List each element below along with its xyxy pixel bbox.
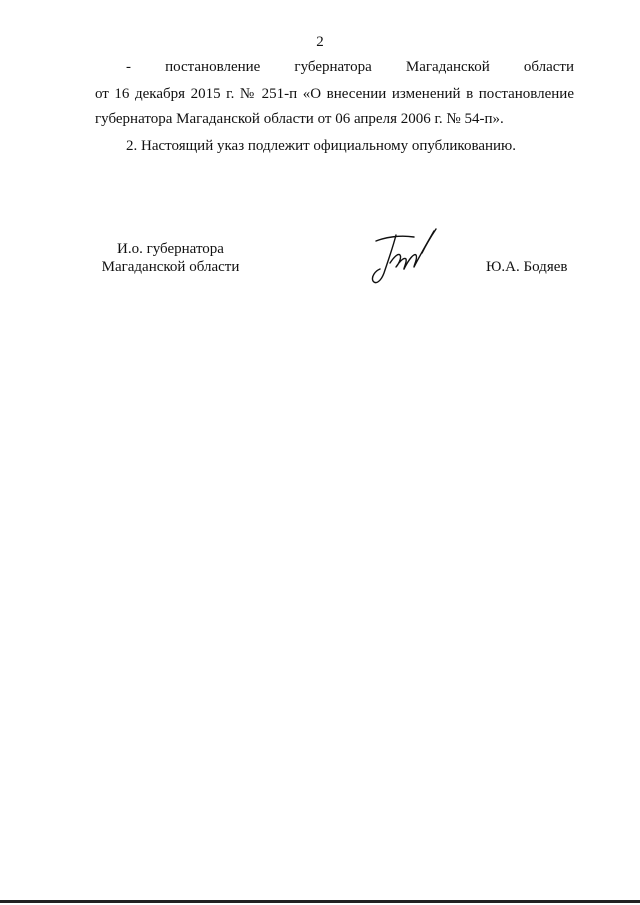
signer-title-line-2: Магаданской области [101,259,240,275]
bottom-rule [0,900,640,903]
body-line-1: - постановление губернатора Магаданской области [126,59,574,75]
body-line-2: от 16 декабря 2015 г. № 251-п «О внесении изменений в постановление [95,86,574,102]
signer-title-line-1: И.о. губернатора [117,241,224,257]
body-line-3: губернатора Магаданской области от 06 апреля 2006 г. № 54-п». [95,111,504,127]
handwritten-signature [366,223,440,289]
body-paragraph-2: 2. Настоящий указ подлежит официальному опубликованию. [126,138,517,154]
page-number: 2 [316,34,324,50]
signer-title [88,240,253,276]
signer-name: Ю.А. Бодяев [486,259,568,275]
